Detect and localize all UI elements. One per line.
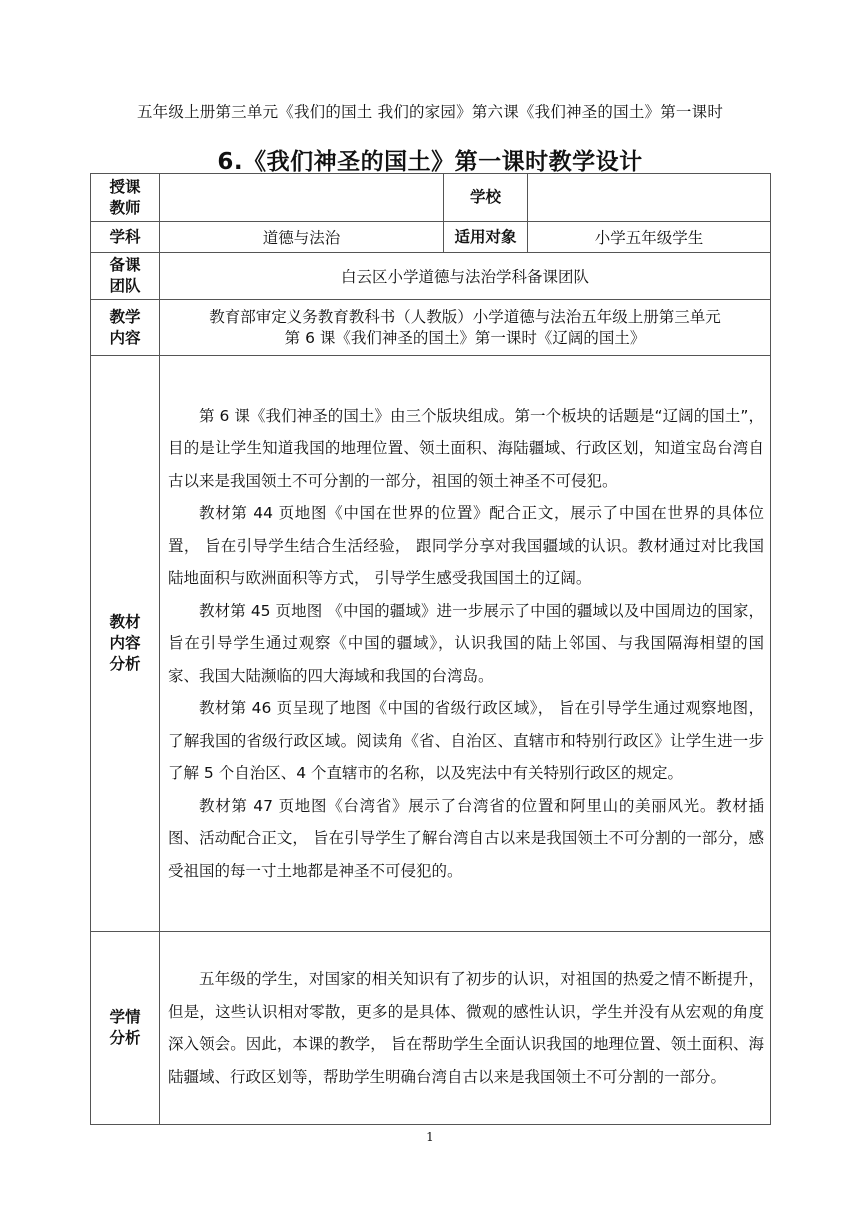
analysis-paragraph: 教材第 45 页地图 《中国的疆域》进一步展示了中国的疆域以及中国周边的国家， 旨在引导学生通过观察《中国的疆域》，认识我国的陆上邻国、与我国隔海相望的国家、我国大陆濒临的四大海域和我国的台湾岛。 bbox=[168, 601, 764, 685]
subject-value: 道德与法治 bbox=[160, 222, 444, 253]
target-label: 适用对象 bbox=[444, 222, 528, 253]
table-row bbox=[91, 222, 771, 253]
students-paragraph: 五年级的学生，对国家的相关知识有了初步的认识，对祖国的热爱之情不断提升，但是，这些认识相对零散，更多的是具体、微观的感性认识，学生并没有从宏观的角度深入领会。因此，本课的教学， 旨在帮助学生全面认识我国的地理位置、领土面积、海陆疆域、行政区划等，帮助学生明确台湾自古以来是我国领土不可分割的一部分。 bbox=[168, 970, 764, 1086]
table-row bbox=[91, 932, 771, 1125]
subject-label: 学科 bbox=[91, 222, 160, 253]
teacher-value bbox=[160, 174, 444, 222]
content-label-text: 教学 内容 bbox=[109, 307, 141, 347]
content-value bbox=[160, 300, 771, 356]
lesson-plan-table bbox=[90, 173, 771, 1125]
teacher-label bbox=[91, 174, 160, 222]
students-content bbox=[160, 932, 771, 1125]
table-row bbox=[91, 356, 771, 932]
analysis-paragraph: 第 6 课《我们神圣的国土》由三个版块组成。第一个板块的话题是“辽阔的国土”， 目的是让学生知道我国的地理位置、领土面积、海陆疆域、行政区划，知道宝岛台湾自古以来是我国领土不可分割的一部分，祖国的领土神圣不可侵犯。 bbox=[168, 406, 764, 490]
team-label bbox=[91, 253, 160, 300]
team-label-text: 备课 团队 bbox=[109, 256, 141, 295]
table-row bbox=[91, 174, 771, 222]
school-label: 学校 bbox=[444, 174, 528, 222]
document-header: 五年级上册第三单元《我们的国土 我们的家园》第六课《我们神圣的国土》第一课时 bbox=[136, 103, 724, 121]
analysis-paragraph: 教材第 46 页呈现了地图《中国的省级行政区域》， 旨在引导学生通过观察地图，了解我国的省级行政区域。阅读角《省、自治区、直辖市和特别行政区》让学生进一步了解 5 个自治区、4 个直辖市的名称，以及宪法中有关特别行政区的规定。 bbox=[168, 699, 764, 783]
analysis-paragraph: 教材第 44 页地图《中国在世界的位置》配合正文，展示了中国在世界的具体位置， 旨在引导学生结合生活经验， 跟同学分享对我国疆域的认识。教材通过对比我国陆地面积与欧洲面积等方式， 引导学生感受我国国土的辽阔。 bbox=[168, 504, 764, 588]
teacher-label-text: 授课 教师 bbox=[109, 177, 141, 217]
page-number: 1 bbox=[426, 1130, 434, 1144]
analysis-content bbox=[160, 356, 771, 932]
analysis-label bbox=[91, 356, 160, 932]
document-title: 6.《我们神圣的国土》第一课时教学设计 bbox=[217, 149, 643, 175]
analysis-paragraph: 教材第 47 页地图《台湾省》展示了台湾省的位置和阿里山的美丽风光。教材插图、活动配合正文， 旨在引导学生了解台湾自古以来是我国领土不可分割的一部分，感受祖国的每一寸土地都是神圣不可侵犯的。 bbox=[168, 796, 764, 880]
students-label bbox=[91, 932, 160, 1125]
content-label bbox=[91, 300, 160, 356]
table-row bbox=[91, 300, 771, 356]
school-value bbox=[528, 174, 771, 222]
analysis-label-text: 教材 内容 分析 bbox=[109, 613, 141, 673]
content-line-2: 第 6 课《我们神圣的国土》第一课时《辽阔的国土》 bbox=[284, 328, 646, 347]
table-row bbox=[91, 253, 771, 300]
team-value: 白云区小学道德与法治学科备课团队 bbox=[160, 253, 771, 300]
students-label-text: 学情 分析 bbox=[109, 1008, 141, 1047]
content-line-1: 教育部审定义务教育教科书（人教版）小学道德与法治五年级上册第三单元 bbox=[209, 307, 721, 326]
target-value: 小学五年级学生 bbox=[528, 222, 771, 253]
